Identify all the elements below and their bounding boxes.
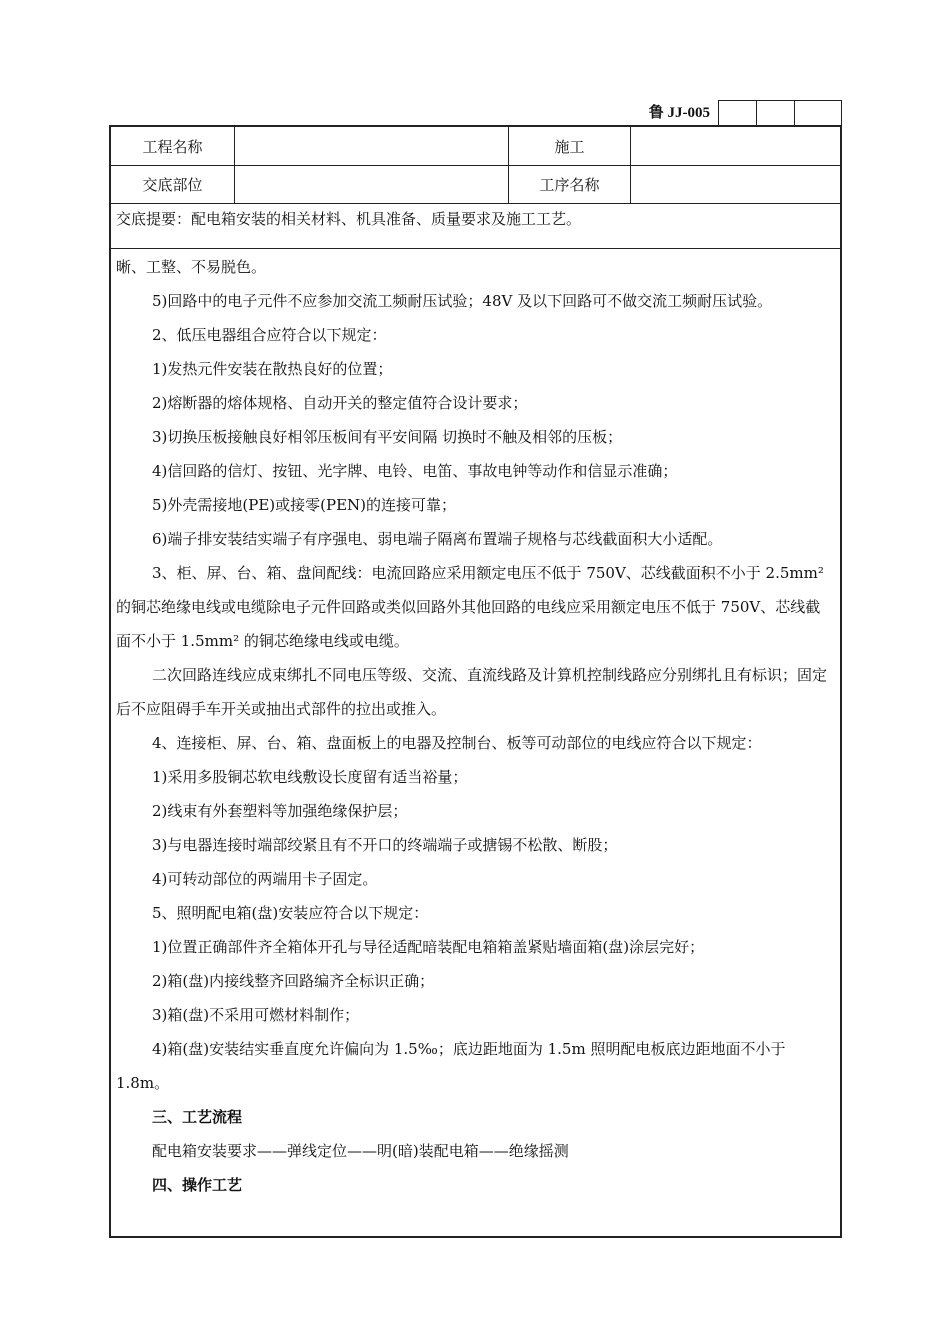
construction-label: 施工: [509, 127, 631, 165]
briefing-summary: 交底提要：配电箱安装的相关材料、机具准备、质量要求及施工工艺。: [111, 203, 840, 249]
project-name-value: [235, 127, 509, 165]
project-name-label: 工程名称: [111, 127, 235, 165]
body-paragraph: 2)箱(盘)内接线整齐回路编齐全标识正确；: [152, 972, 435, 990]
body-paragraph: 1)位置正确部件齐全箱体开孔与导径适配暗装配电箱箱盖紧贴墙面箱(盘)涂层完好；: [152, 938, 705, 956]
process-name-value: [631, 165, 840, 203]
body-paragraph: 5)外壳需接地(PE)或接零(PEN)的连接可靠；: [152, 496, 457, 514]
briefing-body: [111, 250, 840, 1236]
body-paragraph: 4)可转动部位的两端用卡子固定。: [152, 870, 378, 888]
body-paragraph: 5)回路中的电子元件不应参加交流工频耐压试验；48V 及以下回路可不做交流工频耐压试验。: [152, 292, 773, 310]
document-code: 鲁 JJ-005: [648, 105, 710, 121]
body-paragraph: 二次回路连线应成束绑扎不同电压等级、交流、直流线路及计算机控制线路应分别绑扎且有标识；固定后不应阻碍手车开关或抽出式部件的拉出或推入。: [116, 666, 828, 718]
body-paragraph: 1)采用多股铜芯软电线敷设长度留有适当裕量；: [152, 768, 468, 786]
body-paragraph: 3)切换压板接触良好相邻压板间有平安间隔 切换时不触及相邻的压板；: [152, 428, 623, 446]
body-paragraph: 1)发热元件安装在散热良好的位置；: [152, 360, 393, 378]
body-paragraph: 配电箱安装要求——弹线定位——明(暗)装配电箱——绝缘摇测: [152, 1142, 569, 1160]
body-paragraph: 2)熔断器的熔体规格、自动开关的整定值符合设计要求；: [152, 394, 528, 412]
briefing-part-label: 交底部位: [111, 165, 235, 203]
section-heading: 四、操作工艺: [152, 1176, 243, 1194]
code-box-3: [794, 100, 842, 126]
body-paragraph: 6)端子排安装结实端子有序强电、弱电端子隔离布置端子规格与芯线截面积大小适配。: [152, 530, 723, 548]
body-paragraph: 4)信回路的信灯、按钮、光字牌、电铃、电笛、事故电钟等动作和信显示准确；: [152, 462, 678, 480]
header-row-2: [111, 165, 840, 204]
body-paragraph: 晰、工整、不易脱色。: [116, 258, 267, 276]
body-paragraph: 3、柜、屏、台、箱、盘间配线：电流回路应采用额定电压不低于 750V、芯线截面积不小于 2.5mm² 的铜芯绝缘电线或电缆除电子元件回路或类似回路外其他回路的电线应采用额定电压不低于 750V、芯线截面不小于 1.5mm² 的铜芯绝缘电线或电缆。: [116, 564, 824, 650]
briefing-form: [109, 125, 842, 1238]
code-box-1: [718, 100, 757, 126]
body-paragraph: 3)箱(盘)不采用可燃材料制作；: [152, 1006, 360, 1024]
code-box-2: [756, 100, 795, 126]
body-paragraph: 4)箱(盘)安装结实垂直度允许偏向为 1.5‰；底边距地面为 1.5m 照明配电板底边距地面不小于 1.8m。: [116, 1040, 786, 1092]
briefing-part-value: [235, 165, 509, 203]
body-paragraph: 2)线束有外套塑料等加强绝缘保护层；: [152, 802, 408, 820]
header-row-1: [111, 127, 840, 166]
process-name-label: 工序名称: [509, 165, 631, 203]
body-paragraph: 2、低压电器组合应符合以下规定：: [152, 326, 387, 344]
body-paragraph: 5、照明配电箱(盘)安装应符合以下规定：: [152, 904, 429, 922]
body-paragraph: 3)与电器连接时端部绞紧且有不开口的终端端子或搪锡不松散、断股；: [152, 836, 618, 854]
body-paragraph: 4、连接柜、屏、台、箱、盘面板上的电器及控制台、板等可动部位的电线应符合以下规定：: [152, 734, 762, 752]
construction-value: [631, 127, 840, 165]
section-heading: 三、工艺流程: [152, 1108, 243, 1126]
